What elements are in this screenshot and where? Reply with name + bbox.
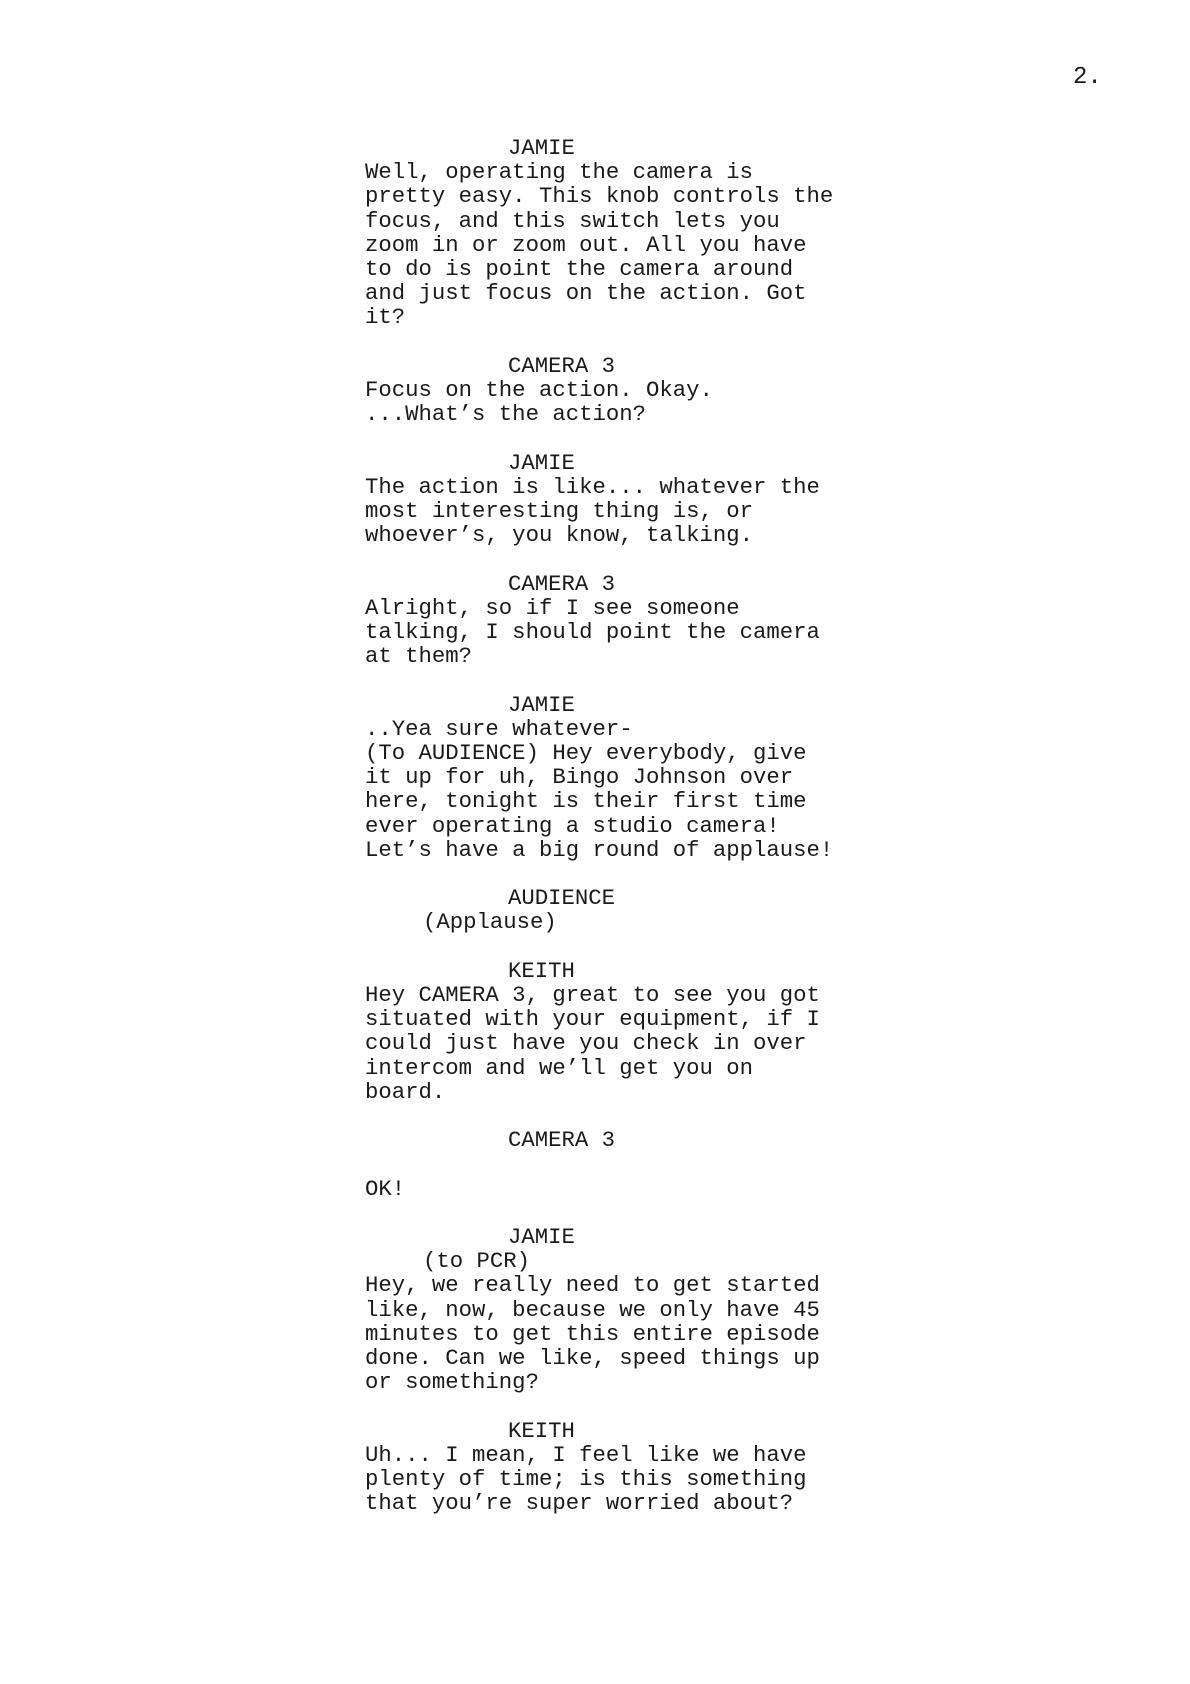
character-name: CAMERA 3	[508, 352, 616, 379]
page-number: 2.	[1073, 64, 1102, 91]
dialogue-line: Uh... I mean, I feel like we have	[365, 1441, 807, 1468]
dialogue-line: like, now, because we only have 45	[365, 1296, 820, 1323]
dialogue-line: plenty of time; is this something	[365, 1466, 807, 1493]
dialogue-line: that you’re super worried about?	[365, 1490, 794, 1517]
dialogue-line: whoever’s, you know, talking.	[365, 522, 754, 549]
dialogue-block	[365, 886, 925, 934]
dialogue-block	[365, 693, 925, 862]
dialogue-block	[365, 354, 925, 427]
character-name: JAMIE	[508, 449, 575, 476]
dialogue-line: to do is point the camera around	[365, 256, 794, 283]
dialogue-line: board.	[365, 1078, 446, 1105]
dialogue-line: OK!	[365, 1175, 406, 1202]
character-name: KEITH	[508, 1417, 575, 1444]
dialogue-line: talking, I should point the camera	[365, 619, 820, 646]
dialogue-line: Hey, we really need to get started	[365, 1272, 820, 1299]
dialogue-line: it?	[365, 304, 406, 331]
dialogue-block	[365, 572, 925, 669]
dialogue-line: done. Can we like, speed things up	[365, 1345, 820, 1372]
dialogue-line: most interesting thing is, or	[365, 498, 754, 525]
dialogue-line: ..Yea sure whatever-	[365, 715, 633, 742]
dialogue-line: zoom in or zoom out. All you have	[365, 231, 807, 258]
dialogue-block	[365, 1419, 925, 1516]
dialogue-line: Well, operating the camera is	[365, 159, 754, 186]
character-name: CAMERA 3	[508, 1127, 616, 1154]
dialogue-line: it up for uh, Bingo Johnson over	[365, 764, 794, 791]
dialogue-line: Alright, so if I see someone	[365, 594, 740, 621]
character-name: KEITH	[508, 957, 575, 984]
dialogue-line: focus, and this switch lets you	[365, 207, 780, 234]
dialogue-line: here, tonight is their first time	[365, 788, 807, 815]
character-name: CAMERA 3	[508, 570, 616, 597]
parenthetical: (to PCR)	[423, 1248, 531, 1275]
dialogue-line: or something?	[365, 1369, 539, 1396]
dialogue-block	[365, 1128, 925, 1201]
dialogue-block	[365, 1225, 925, 1394]
dialogue-line: pretty easy. This knob controls the	[365, 183, 834, 210]
dialogue-line: ...What’s the action?	[365, 401, 646, 428]
dialogue-line: The action is like... whatever the	[365, 473, 820, 500]
dialogue-line: Focus on the action. Okay.	[365, 377, 713, 404]
line-gap	[365, 1152, 925, 1176]
dialogue-line: intercom and we’ll get you on	[365, 1054, 754, 1081]
dialogue-line: (To AUDIENCE) Hey everybody, give	[365, 740, 807, 767]
dialogue-line: at them?	[365, 643, 473, 670]
character-name: JAMIE	[508, 135, 575, 161]
parenthetical: (Applause)	[423, 909, 557, 936]
dialogue-line: and just focus on the action. Got	[365, 280, 807, 307]
dialogue-line: Hey CAMERA 3, great to see you got	[365, 982, 820, 1009]
character-name: JAMIE	[508, 691, 575, 718]
dialogue-block	[365, 959, 925, 1104]
dialogue-line: minutes to get this entire episode	[365, 1320, 820, 1347]
dialogue-line: could just have you check in over	[365, 1030, 807, 1057]
character-name: JAMIE	[508, 1224, 575, 1250]
dialogue-block	[365, 136, 925, 330]
screenplay-body	[365, 136, 925, 1540]
dialogue-line: ever operating a studio camera!	[365, 812, 780, 839]
dialogue-block	[365, 451, 925, 548]
dialogue-line: situated with your equipment, if I	[365, 1006, 820, 1033]
character-name: AUDIENCE	[508, 885, 616, 912]
dialogue-line: Let’s have a big round of applause!	[365, 836, 834, 863]
